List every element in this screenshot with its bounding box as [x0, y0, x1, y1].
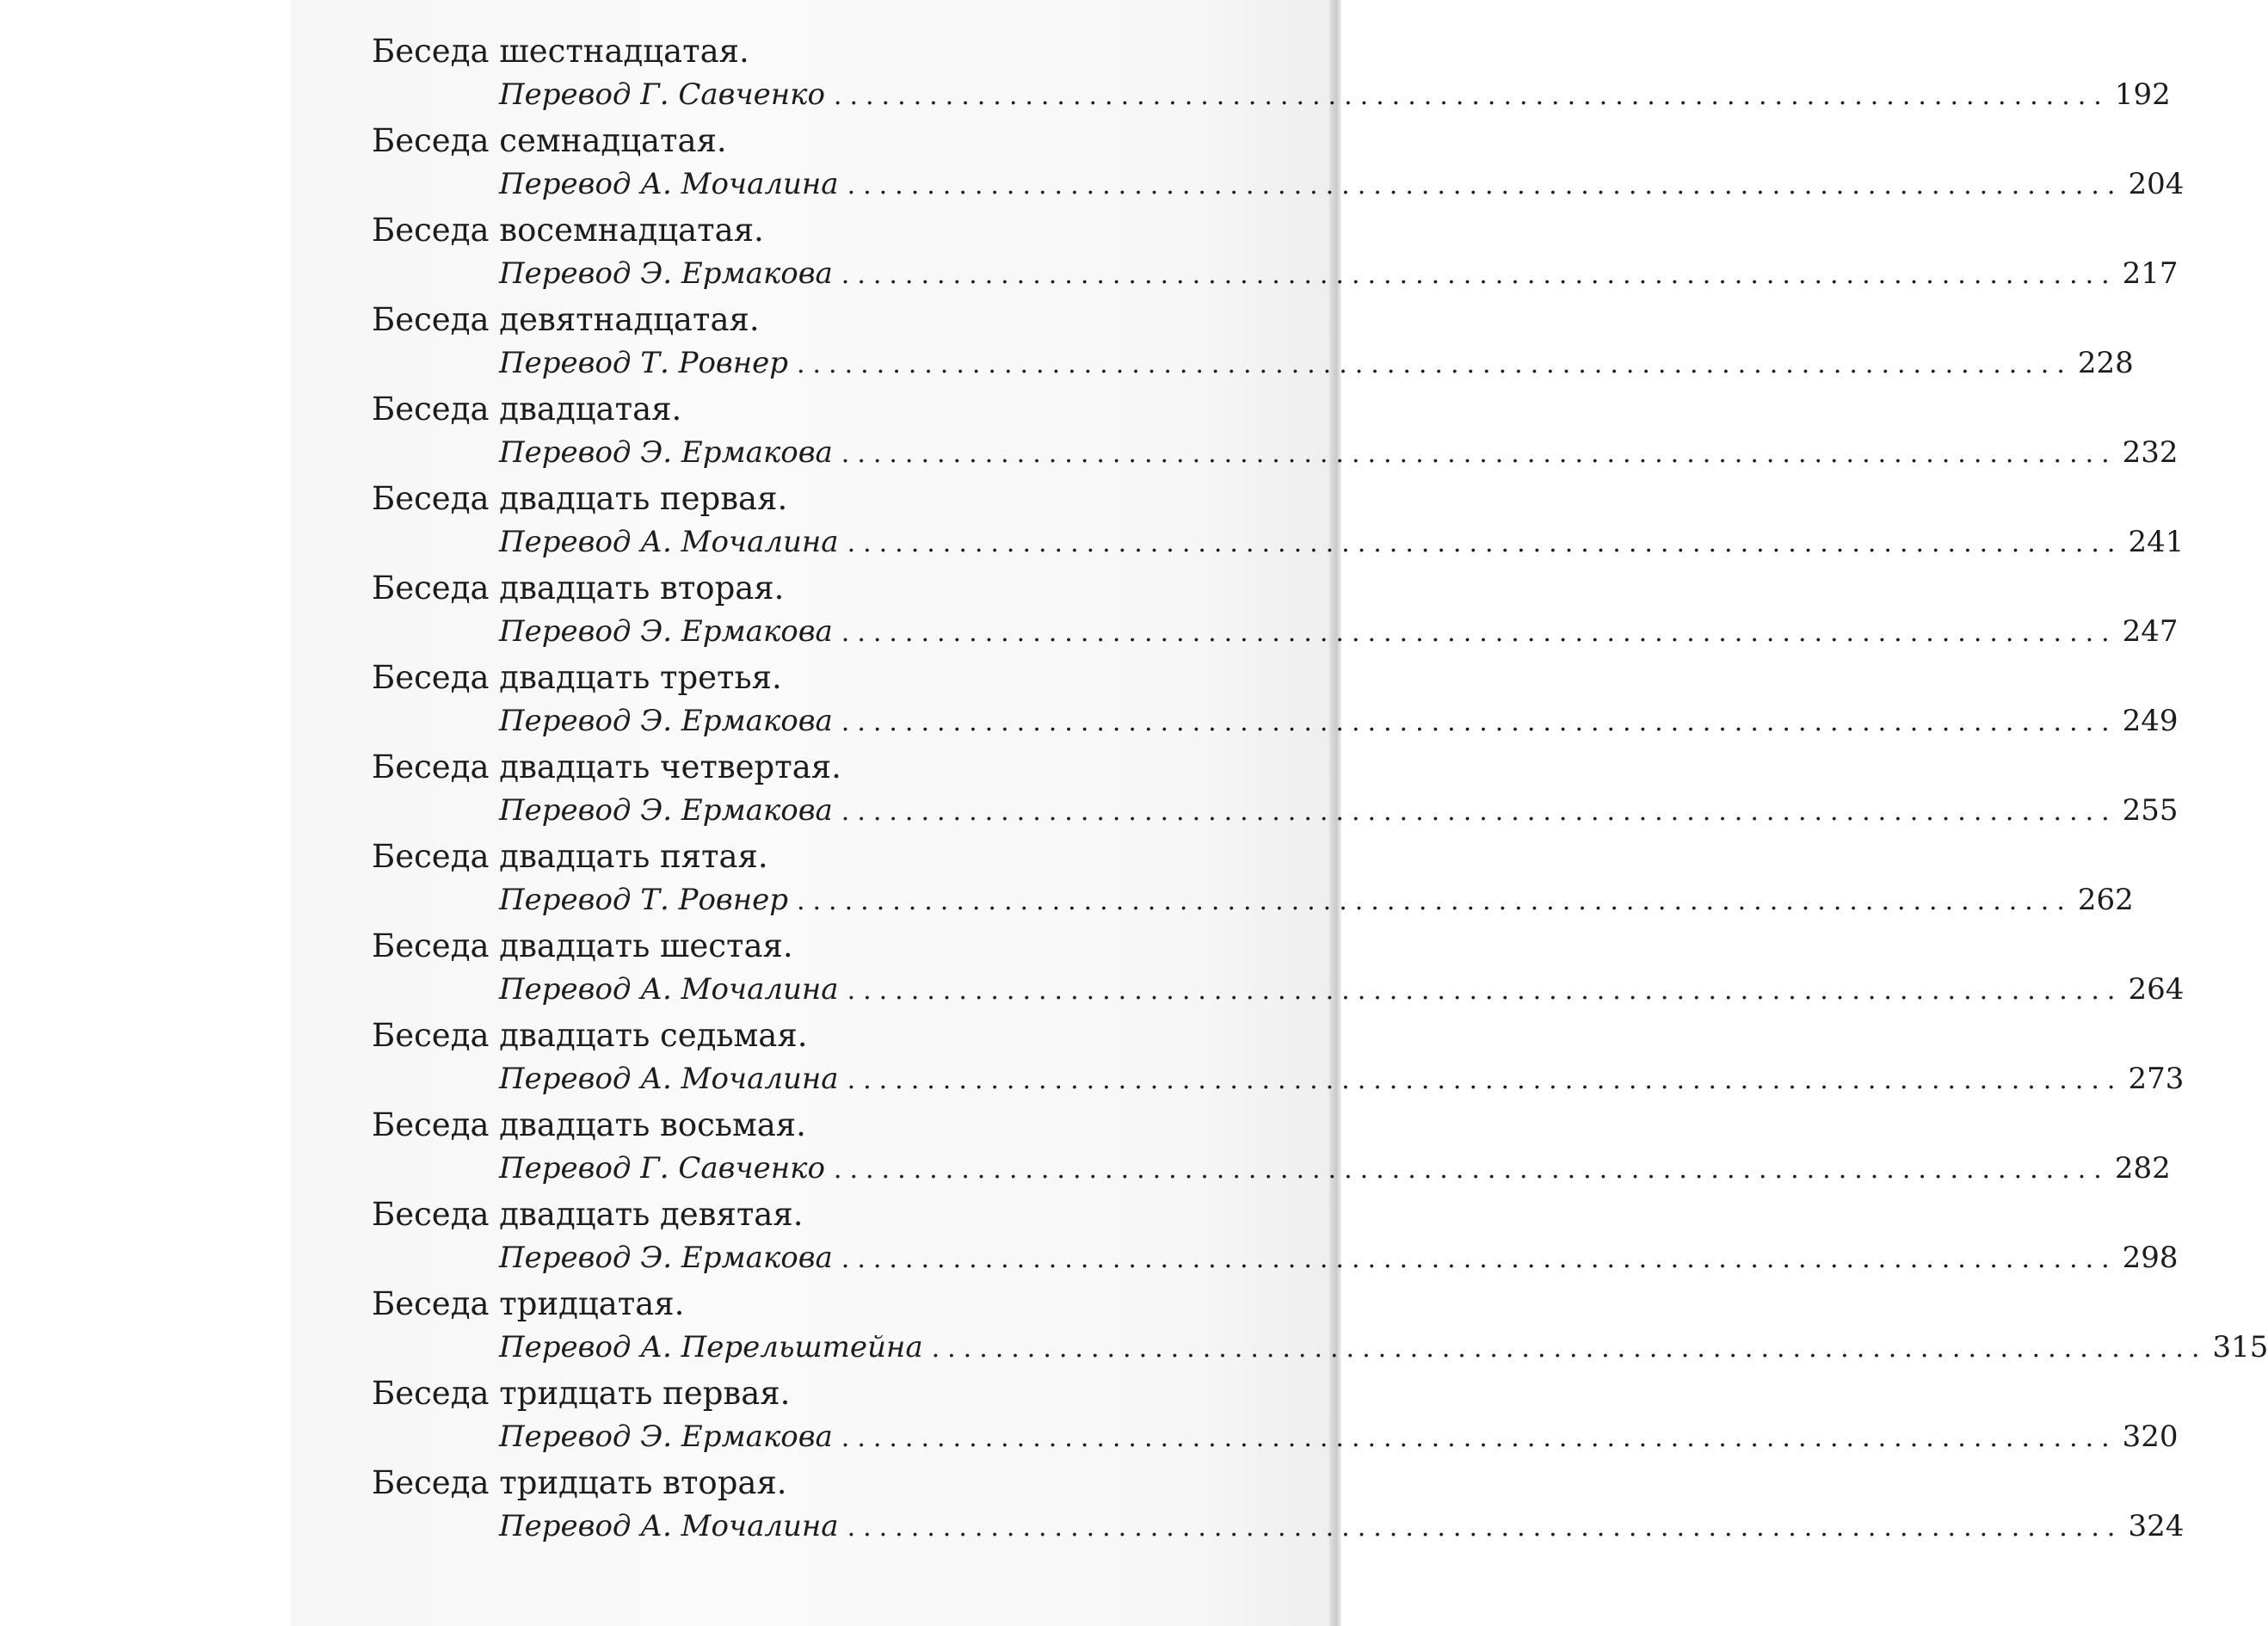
dot-leader: ................................................................................ [847, 976, 2123, 1006]
entry-line [499, 1504, 2185, 1549]
toc-entry [368, 1371, 2179, 1461]
entry-line [499, 162, 2185, 206]
entry-line [499, 609, 2179, 654]
entry-translator: Перевод А. Мочалина [499, 1509, 839, 1543]
toc-entry [368, 387, 2179, 477]
entry-line [499, 341, 2134, 385]
toc-entry [368, 745, 2179, 835]
entry-title: Беседа шестнадцатая. [372, 33, 749, 70]
dot-leader: ................................................................................ [841, 797, 2117, 827]
entry-title: Беседа двадцать первая. [372, 480, 788, 517]
entry-title: Беседа двадцать четвертая. [372, 748, 841, 785]
entry-line [499, 520, 2185, 564]
entry-page-number: 192 [2114, 77, 2171, 112]
dot-leader: ................................................................................ [841, 707, 2117, 737]
entry-translator: Перевод А. Мочалина [499, 167, 839, 201]
dot-leader: ................................................................................ [833, 81, 2110, 111]
entry-translator: Перевод А. Мочалина [499, 972, 839, 1007]
entry-title: Беседа двадцать пятая. [372, 838, 768, 875]
toc-entry [368, 1461, 2185, 1550]
entry-line [499, 878, 2134, 922]
toc-entry [368, 477, 2185, 566]
entry-line [499, 967, 2185, 1012]
toc-entry [368, 1103, 2171, 1192]
entry-line [499, 1146, 2171, 1191]
entry-page-number: 228 [2077, 346, 2134, 380]
entry-page-number: 249 [2122, 704, 2179, 738]
dot-leader: ................................................................................ [847, 1512, 2123, 1543]
entry-title: Беседа двадцать девятая. [372, 1196, 804, 1233]
entry-translator: Перевод А. Мочалина [499, 525, 839, 559]
toc-entry [368, 119, 2185, 208]
entry-page-number: 273 [2128, 1062, 2185, 1096]
entry-translator: Перевод Э. Ермакова [499, 435, 833, 470]
entry-page-number: 255 [2122, 793, 2179, 828]
entry-line [499, 251, 2179, 296]
entry-page-number: 247 [2122, 614, 2179, 649]
entry-page-number: 217 [2122, 256, 2179, 291]
entry-title: Беседа тридцатая. [372, 1285, 685, 1322]
entry-page-number: 320 [2122, 1420, 2179, 1454]
dot-leader: ................................................................................ [847, 170, 2123, 200]
toc-entry [368, 924, 2185, 1013]
dot-leader: ................................................................................ [796, 349, 2073, 379]
entry-translator: Перевод Э. Ермакова [499, 704, 833, 738]
entry-translator: Перевод Т. Ровнер [499, 346, 788, 380]
entry-translator: Перевод Г. Савченко [499, 77, 825, 112]
table-of-contents [368, 29, 2268, 1550]
dot-leader: ................................................................................ [841, 618, 2117, 648]
entry-page-number: 324 [2128, 1509, 2185, 1543]
entry-title: Беседа тридцать вторая. [372, 1464, 787, 1501]
entry-line [499, 1056, 2185, 1101]
toc-entry [368, 1192, 2179, 1282]
entry-title: Беседа двадцатая. [372, 391, 682, 428]
toc-entry [368, 1282, 2268, 1371]
toc-entry [368, 29, 2171, 119]
toc-entry [368, 566, 2179, 656]
entry-translator: Перевод А. Мочалина [499, 1062, 839, 1096]
dot-leader: ................................................................................ [841, 1244, 2117, 1274]
entry-translator: Перевод Э. Ермакова [499, 256, 833, 291]
entry-title: Беседа тридцать первая. [372, 1375, 791, 1412]
entry-page-number: 232 [2122, 435, 2179, 470]
entry-title: Беседа двадцать восьмая. [372, 1106, 806, 1143]
entry-line [499, 699, 2179, 743]
dot-leader: ................................................................................ [847, 528, 2123, 558]
entry-translator: Перевод Э. Ермакова [499, 1420, 833, 1454]
entry-page-number: 298 [2122, 1241, 2179, 1275]
entry-line [499, 72, 2171, 117]
entry-page-number: 264 [2128, 972, 2185, 1007]
entry-page-number: 282 [2114, 1151, 2171, 1186]
dot-leader: ................................................................................ [796, 886, 2073, 916]
entry-line [499, 1235, 2179, 1280]
entry-translator: Перевод Э. Ермакова [499, 793, 833, 828]
entry-title: Беседа двадцать вторая. [372, 570, 785, 607]
entry-title: Беседа восемнадцатая. [372, 212, 764, 249]
toc-entry [368, 208, 2179, 298]
dot-leader: ................................................................................ [841, 439, 2117, 469]
entry-line [499, 1414, 2179, 1459]
toc-entry [368, 835, 2134, 924]
entry-page-number: 262 [2077, 883, 2134, 917]
entry-page-number: 204 [2128, 167, 2185, 201]
dot-leader: ................................................................................ [931, 1333, 2208, 1364]
toc-entry [368, 1013, 2185, 1103]
entry-title: Беседа двадцать седьмая. [372, 1017, 808, 1054]
entry-line [499, 1325, 2268, 1370]
entry-title: Беседа двадцать шестая. [372, 927, 793, 964]
entry-page-number: 315 [2212, 1330, 2268, 1364]
entry-translator: Перевод Э. Ермакова [499, 614, 833, 649]
entry-line [499, 788, 2179, 833]
entry-line [499, 430, 2179, 475]
toc-entry [368, 656, 2179, 745]
dot-leader: ................................................................................ [841, 1423, 2117, 1453]
dot-leader: ................................................................................ [847, 1065, 2123, 1095]
dot-leader: ................................................................................ [841, 260, 2117, 290]
entry-title: Беседа двадцать третья. [372, 659, 782, 696]
entry-page-number: 241 [2128, 525, 2185, 559]
entry-title: Беседа девятнадцатая. [372, 301, 760, 338]
entry-title: Беседа семнадцатая. [372, 122, 727, 159]
toc-entry [368, 298, 2134, 387]
dot-leader: ................................................................................ [833, 1155, 2110, 1185]
entry-translator: Перевод Г. Савченко [499, 1151, 825, 1186]
entry-translator: Перевод Э. Ермакова [499, 1241, 833, 1275]
entry-translator: Перевод А. Перельштейна [499, 1330, 923, 1364]
entry-translator: Перевод Т. Ровнер [499, 883, 788, 917]
